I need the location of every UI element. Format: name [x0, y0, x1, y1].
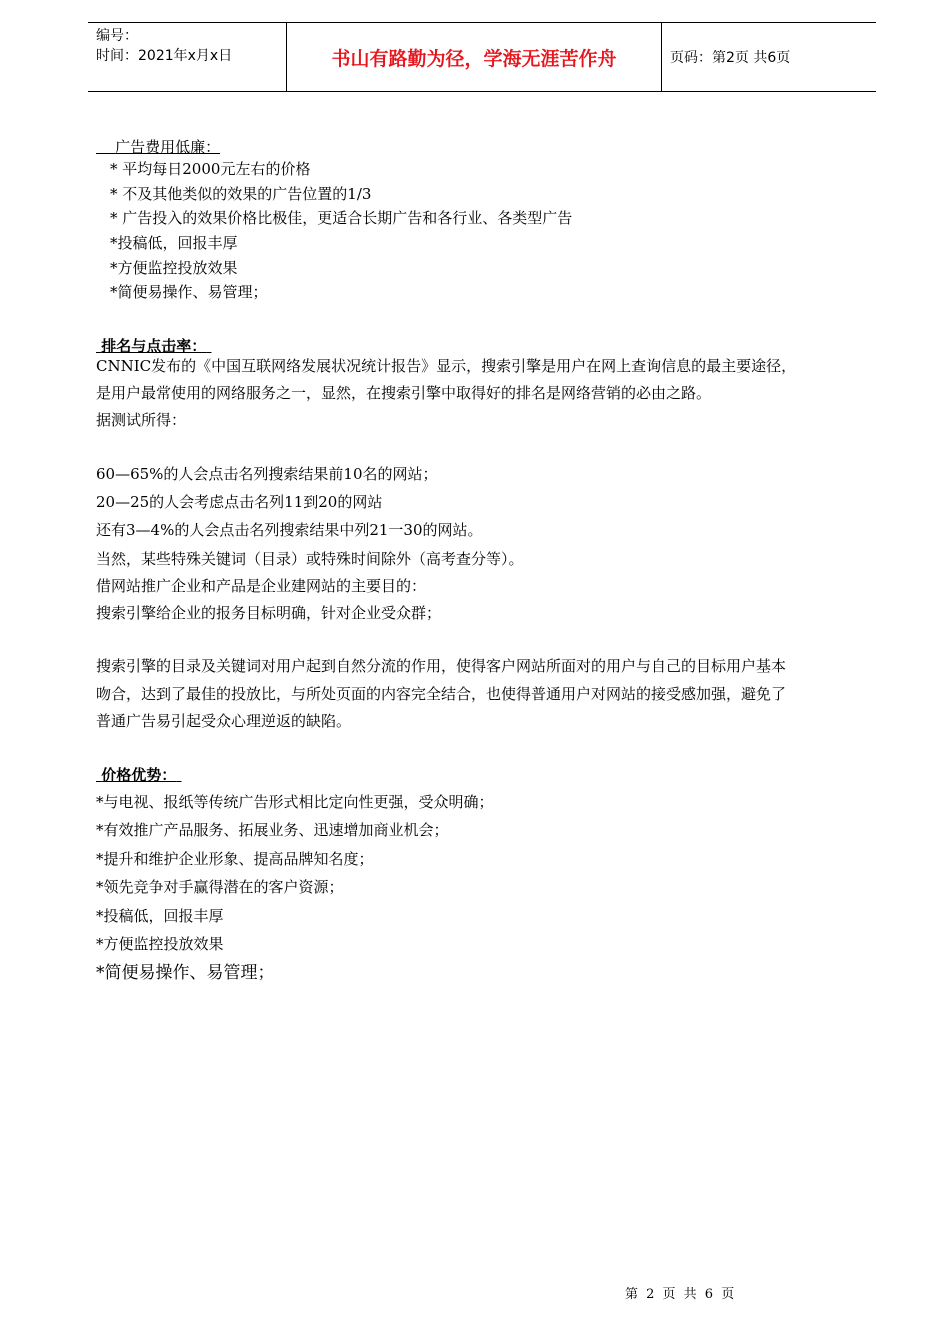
- stat-line: 还有3—4%的人会点击名列搜索结果中列21一30的网站。: [96, 521, 483, 539]
- paragraph-line: 搜索引擎的目录及关键词对用户起到自然分流的作用，使得客户网站所面对的用户与自己的目标用户基本: [96, 657, 787, 675]
- list-item: *有效推广产品服务、拓展业务、迅速增加商业机会；: [96, 821, 449, 839]
- paragraph-line: 是用户最常使用的网络服务之一，显然，在搜索引擎中取得好的排名是网络营销的必由之路。: [96, 384, 712, 402]
- header-meta: [96, 26, 286, 66]
- stat-line: 60—65%的人会点击名列搜索结果前10名的网站；: [96, 465, 438, 483]
- header-page-label: 页码：第2页 共6页: [670, 50, 791, 66]
- paragraph-line: CNNIC发布的《中国互联网络发展状况统计报告》显示，搜索引擎是用户在网上查询信息的最主要途径，: [96, 357, 797, 375]
- stat-line: 借网站推广企业和产品是企业建网站的主要目的：: [96, 577, 427, 595]
- header-motto: 书山有路勤为径，学海无涯苦作舟: [286, 23, 662, 91]
- list-item: *简便易操作、易管理；: [96, 963, 275, 983]
- list-item: *简便易操作、易管理；: [110, 283, 268, 301]
- header-time-label: 时间：2021年x月x日: [96, 48, 233, 64]
- list-item: *方便监控投放效果: [96, 935, 224, 953]
- stat-line: 搜索引擎给企业的报务目标明确，针对企业受众群；: [96, 604, 442, 622]
- stat-line: 20—25的人会考虑点击名列11到20的网站: [96, 493, 383, 511]
- list-item: *领先竞争对手赢得潜在的客户资源；: [96, 878, 344, 896]
- section-heading-price: 价格优势：: [101, 766, 177, 784]
- list-item: *与电视、报纸等传统广告形式相比定向性更强，受众明确；: [96, 793, 494, 811]
- header-number-label: 编号：: [96, 28, 138, 44]
- list-item: * 不及其他类似的效果的广告位置的1/3: [110, 185, 372, 203]
- list-item: * 广告投入的效果价格比极佳，更适合长期广告和各行业、各类型广告: [110, 209, 573, 227]
- list-item: *提升和维护企业形象、提高品牌知名度；: [96, 850, 374, 868]
- section-heading-low-cost: 广告费用低廉：: [115, 138, 221, 156]
- list-item: *投稿低，回报丰厚: [96, 907, 224, 925]
- section-heading-ranking: 排名与点击率：: [101, 337, 207, 355]
- list-item: * 平均每日2000元左右的价格: [110, 160, 311, 178]
- paragraph-line: 吻合，达到了最佳的投放比，与所处页面的内容完全结合，也使得普通用户对网站的接受感加强，避免了: [96, 685, 787, 703]
- page-footer: 第 2 页 共 6 页: [625, 1287, 737, 1302]
- test-intro: 据测试所得：: [96, 411, 187, 429]
- list-item: *投稿低，回报丰厚: [110, 234, 238, 252]
- paragraph-line: 普通广告易引起受众心理逆返的缺陷。: [96, 712, 352, 730]
- page-header: [88, 22, 876, 92]
- list-item: *方便监控投放效果: [110, 259, 238, 277]
- stat-line: 当然，某些特殊关键词（目录）或特殊时间除外（高考查分等）。: [96, 550, 524, 568]
